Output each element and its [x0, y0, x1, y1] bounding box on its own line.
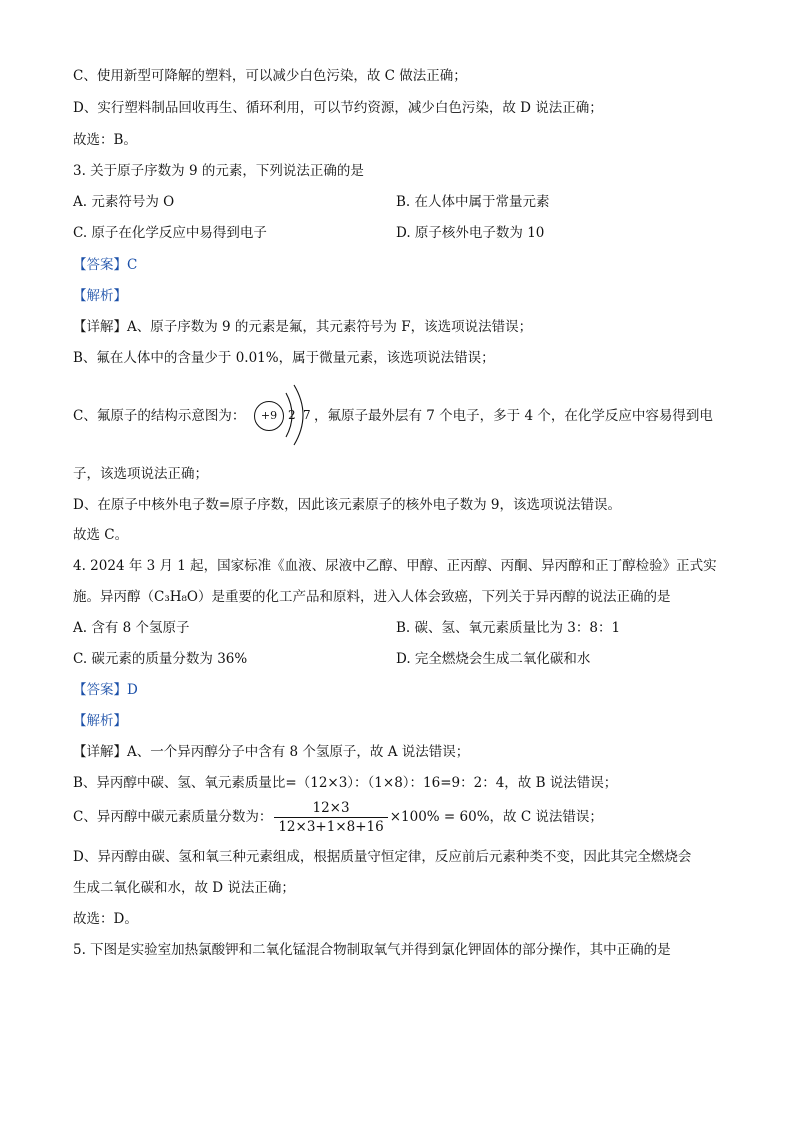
fraction-denominator: 12×3+1×8+16	[278, 819, 384, 835]
text-line: 故选：B。	[73, 132, 137, 148]
q4-answer: 【答案】D	[73, 682, 138, 698]
text-line: C、氟原子的结构示意图为：	[73, 408, 246, 424]
q3-analysis-heading: 【解析】	[73, 288, 127, 304]
q3-option-c: C. 原子在化学反应中易得到电子	[73, 225, 267, 241]
question-4-stem-cont: 施。异丙醇（C₃H₈O）是重要的化工产品和原料，进入人体会致癌，下列关于异丙醇的说法正确的是	[73, 589, 671, 605]
text-line: 子，该选项说法正确；	[73, 466, 208, 482]
q3-option-a: A. 元素符号为 O	[73, 194, 175, 210]
q3-option-b: B. 在人体中属于常量元素	[396, 194, 550, 210]
text-line: 故选：D。	[73, 911, 138, 927]
q3-answer: 【答案】C	[73, 257, 138, 273]
text-fragment: C、异丙醇中碳元素质量分数为：	[73, 809, 273, 825]
question-3-stem: 3. 关于原子序数为 9 的元素，下列说法正确的是	[73, 163, 364, 179]
q4-detail: 【详解】A、一个异丙醇分子中含有 8 个氢原子，故 A 说法错误；	[73, 744, 470, 760]
text-line: D、异丙醇由碳、氢和氧三种元素组成，根据质量守恒定律，反应前后元素种类不变，因此其完全燃烧会	[73, 849, 692, 865]
fluorine-atom-diagram	[250, 381, 312, 451]
question-5-stem: 5. 下图是实验室加热氯酸钾和二氧化锰混合物制取氧气并得到氯化钾固体的部分操作，其中正确的是	[73, 942, 671, 958]
text-line: D、在原子中核外电子数=原子序数，因此该元素原子的核外电子数为 9，该选项说法错误。	[73, 497, 622, 513]
text-line: 生成二氧化碳和水，故 D 说法正确；	[73, 880, 295, 896]
fraction-numerator: 12×3	[274, 800, 387, 818]
q4-option-b: B. 碳、氢、氧元素质量比为 3：8：1	[396, 620, 621, 636]
question-4-stem: 4. 2024 年 3 月 1 起，国家标准《血液、尿液中乙醇、甲醇、正丙醇、丙酮、异丙醇和正丁醇检验》正式实	[73, 558, 717, 574]
q4-option-d: D. 完全燃烧会生成二氧化碳和水	[396, 651, 591, 667]
text-line: D、实行塑料制品回收再生、循环利用，可以节约资源，减少白色污染，故 D 说法正确；	[73, 100, 603, 116]
shell-1-electrons: 2	[288, 408, 296, 422]
q4-option-c: C. 碳元素的质量分数为 36%	[73, 651, 248, 667]
q3-option-d: D. 原子核外电子数为 10	[396, 225, 545, 241]
q4-c-formula-line	[73, 800, 603, 835]
q4-analysis-heading: 【解析】	[73, 713, 127, 729]
fraction	[274, 800, 387, 835]
text-fragment: ×100% = 60%，故 C 说法错误；	[389, 809, 603, 825]
text-line: B、异丙醇中碳、氢、氧元素质量比=（12×3）：（1×8）：16=9：2：4，故 B 说法错误；	[73, 775, 618, 791]
shell-2-electrons: 7	[303, 408, 311, 422]
q3-detail: 【详解】A、原子序数为 9 的元素是氟，其元素符号为 F，该选项说法错误；	[73, 319, 533, 335]
text-line: B、氟在人体中的含量少于 0.01%，属于微量元素，该选项说法错误；	[73, 350, 495, 366]
q4-option-a: A. 含有 8 个氢原子	[73, 620, 190, 636]
text-line: 故选 C。	[73, 527, 129, 543]
text-line: C、使用新型可降解的塑料，可以减少白色污染，故 C 做法正确；	[73, 68, 467, 84]
atom-nucleus: +9	[254, 401, 284, 431]
text-line: ，氟原子最外层有 7 个电子，多于 4 个，在化学反应中容易得到电	[314, 408, 713, 424]
